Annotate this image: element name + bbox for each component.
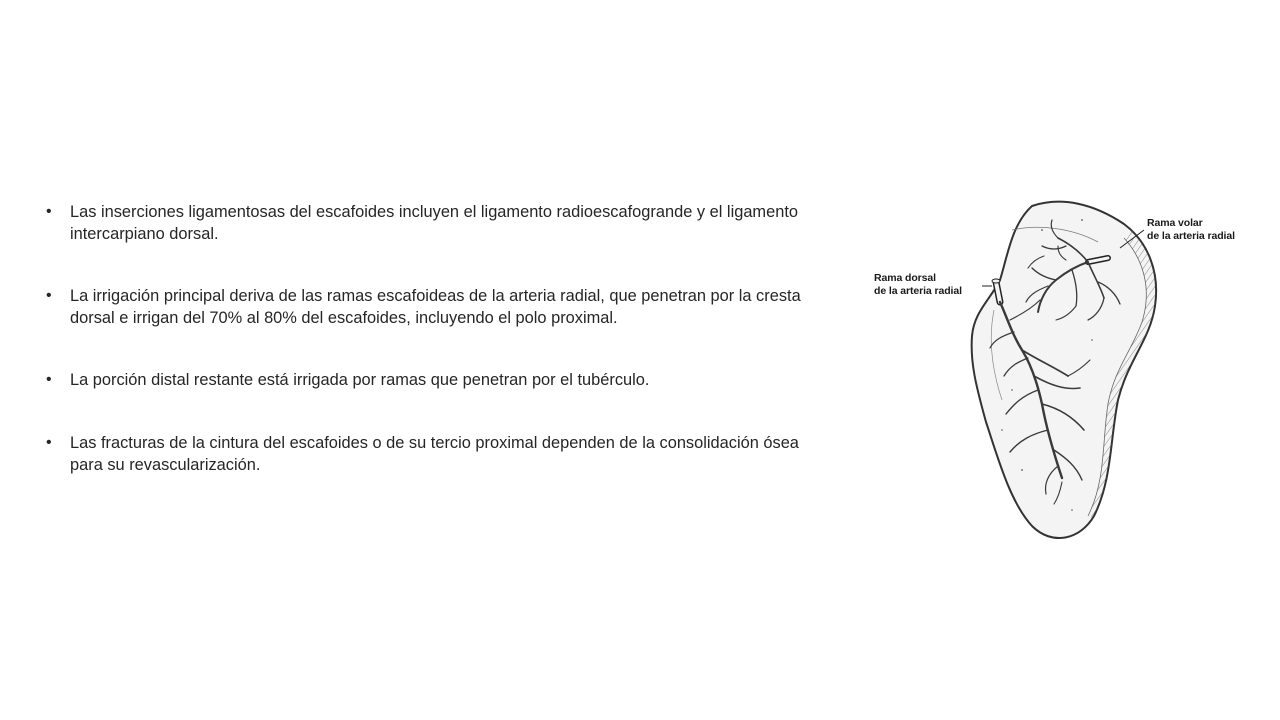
scaphoid-drawing xyxy=(862,190,1252,550)
bullet-list xyxy=(46,201,836,516)
bullet-dot: • xyxy=(46,371,52,388)
bullet-dot: • xyxy=(46,287,52,304)
label-dorsal-line1: Rama dorsal xyxy=(874,272,936,284)
label-volar-line1: Rama volar xyxy=(1147,217,1203,229)
bullet-item xyxy=(46,285,836,329)
bullet-item xyxy=(46,369,836,391)
bullet-item xyxy=(46,432,836,476)
bullet-dot: • xyxy=(46,434,52,451)
label-volar-line2: de la arteria radial xyxy=(1147,230,1235,242)
bullet-text: La irrigación principal deriva de las ramas escafoideas de la arteria radial, que penetran por la cresta dorsal e irrigan del 70% al 80% del escafoides, incluyendo el polo proximal. xyxy=(70,287,801,327)
bullet-text: La porción distal restante está irrigada por ramas que penetran por el tubérculo. xyxy=(70,371,650,389)
scaphoid-vascular-illustration xyxy=(862,190,1252,550)
bullet-text: Las fracturas de la cintura del escafoides o de su tercio proximal dependen de la consolidación ósea para su revascularización. xyxy=(70,434,799,474)
bullet-dot: • xyxy=(46,203,52,220)
bullet-text: Las inserciones ligamentosas del escafoides incluyen el ligamento radioescafogrande y el ligamento intercarpiano dorsal. xyxy=(70,203,798,243)
label-volar-artery xyxy=(1147,217,1235,243)
label-dorsal-line2: de la arteria radial xyxy=(874,285,962,297)
bullet-item xyxy=(46,201,836,245)
label-dorsal-artery xyxy=(874,272,962,298)
